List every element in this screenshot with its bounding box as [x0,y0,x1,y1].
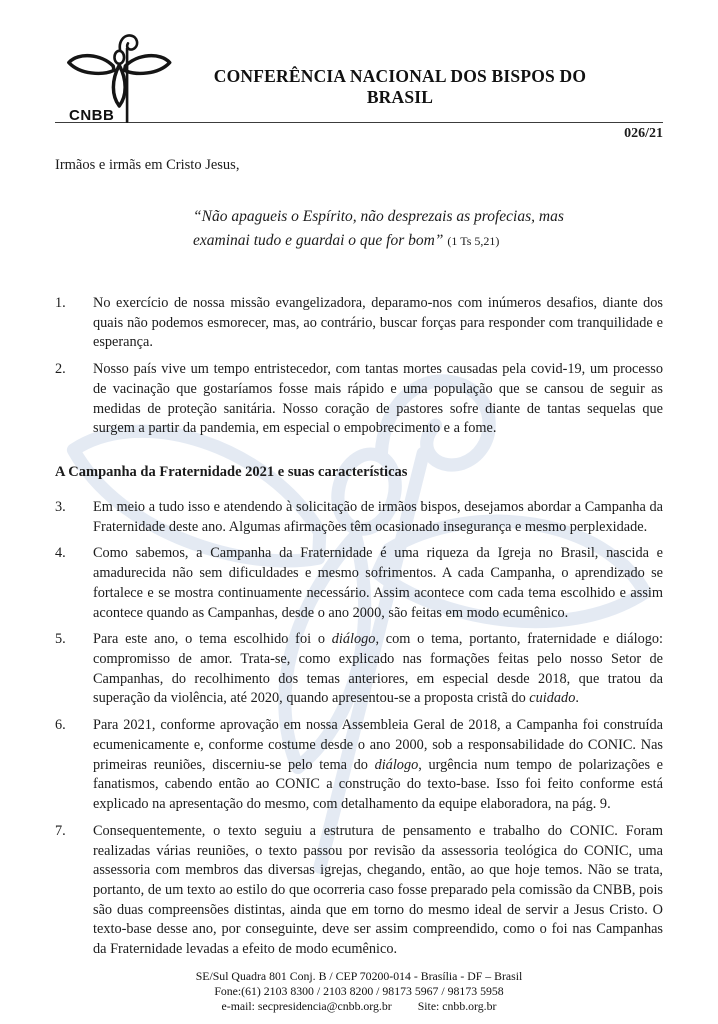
logo-text: CNBB [69,107,115,124]
scripture-quote [193,205,638,254]
paragraph-text: Consequentemente, o texto seguiu a estrutura de pensamento e trabalho do CONIC. Foram realizadas várias reuniões, o texto passou por revisão da assessoria teológica do CONIC, uma assessoria com membros das diversas igrejas, chegando, então, ao que hoje temos. Não se trata, portanto, de um texto ao estilo do que ocorreria caso fosse preparado pela comissão da CNBB, pois são duas compreensões distintas, ainda que em torno do mesmo ideal de servir a Jesus Cristo. O texto-base desse ano, por conseguinte, deve ser assim compreendido, como o foi nas Campanhas da Fraternidade levadas a efeito de modo ecumênico. [93,822,663,958]
document-number: 026/21 [624,126,663,141]
paragraph-text: Para 2021, conforme aprovação em nossa Assembleia Geral de 2018, a Campanha foi construída ecumenicamente e, conforme costume desde o ano 2000, sob a responsabilidade do CONIC. Nas primeiras reuniões, discerniu-se pelo tema do diálogo, urgência num tempo de polarizações e fanatismos, cabendo então ao CONIC a construção do texto-base. Isso foi feito conforme está explicado na apresentação do mesmo, com detalhamento da equipe elaboradora, na pág. 9. [93,717,663,813]
footer-email: e-mail: secpresidencia@cnbb.org.br [221,999,392,1013]
paragraph-number: 4. [55,545,66,562]
paragraph-text: Como sabemos, a Campanha da Fraternidade é uma riqueza da Igreja no Brasil, nascida e amadurecida não sem dificuldades e mesmo sofrimentos. A cada Campanha, o aprendizado se fortalece e se mostra continuamente necessário. Assim acontece com cada tema escolhido e assim acontece quando as Campanhas, desde o ano 2000, são feitas em modo ecumênico. [93,545,663,621]
footer-site: Site: cnbb.org.br [417,999,497,1013]
paragraph-number: 5. [55,631,66,648]
organization-title: CONFERÊNCIA NACIONAL DOS BISPOS DO BRASIL [213,66,587,107]
footer-phones: Fone:(61) 2103 8300 / 2103 8200 / 98173 5967 / 98173 5958 [214,983,504,998]
paragraph-number: 3. [55,499,66,515]
footer [55,969,663,1014]
paragraph-number: 1. [55,294,66,311]
numbered-paragraph [55,716,663,815]
quote-line-1: “Não apagueis o Espírito, não desprezais as profecias, mas [193,208,564,225]
letterhead [55,30,663,124]
salutation: Irmãos e irmãs em Cristo Jesus, [55,157,240,173]
paragraph-text: Nosso país vive um tempo entristecedor, com tantas mortes causadas pela covid-19, um processo de vacinação que gostaríamos fosse mais rápido e uma população que se cansou de seguir as medidas de proteção sanitária. Nosso coração de pastores sofre diante de tantas sequelas que surgem a partir da pandemia, em especial o empobrecimento e a fome. [93,361,663,437]
paragraph-number: 6. [55,717,66,734]
cnbb-logo [55,30,187,124]
quote-reference: (1 Ts 5,21) [447,234,500,249]
paragraph-text: Para este ano, o tema escolhido foi o diálogo, com o tema, portanto, fraternidade e diálogo: compromisso de amor. Trata-se, como explicado nas formações feitas pelo nosso Setor de Campanhas, do recolhimento dos temas anteriores, em especial desde 2018, que tratou da superação da violência, até 2020, quando apresentou-se a proposta cristã do cuidado. [93,631,663,707]
paragraph-number: 7. [55,822,66,839]
numbered-paragraph [55,498,663,537]
paragraph-text: No exercício de nossa missão evangelizadora, deparamo-nos com inúmeros desafios, diante dos quais não podemos esmorecer, mas, ao contrário, buscar forças para responder com tranquilidade e esperança. [93,294,663,351]
letter-body [55,294,663,960]
numbered-paragraph [55,360,663,439]
numbered-paragraph [55,544,663,623]
numbered-paragraph [55,630,663,709]
paragraph-text: Em meio a tudo isso e atendendo à solicitação de irmãos bispos, desejamos abordar a Campanha da Fraternidade deste ano. Algumas afirmações têm ocasionado insegurança e mesmo perplexidade. [93,499,663,535]
quote-line-2: examinai tudo e guardai o que for bom” [193,232,444,250]
paragraph-number: 2. [55,361,66,378]
numbered-paragraph [55,822,663,960]
footer-address: SE/Sul Quadra 801 Conj. B / CEP 70200-014 - Brasília - DF – Brasil [195,968,523,983]
numbered-paragraph [55,294,663,353]
section-heading: A Campanha da Fraternidade 2021 e suas características [55,464,408,480]
